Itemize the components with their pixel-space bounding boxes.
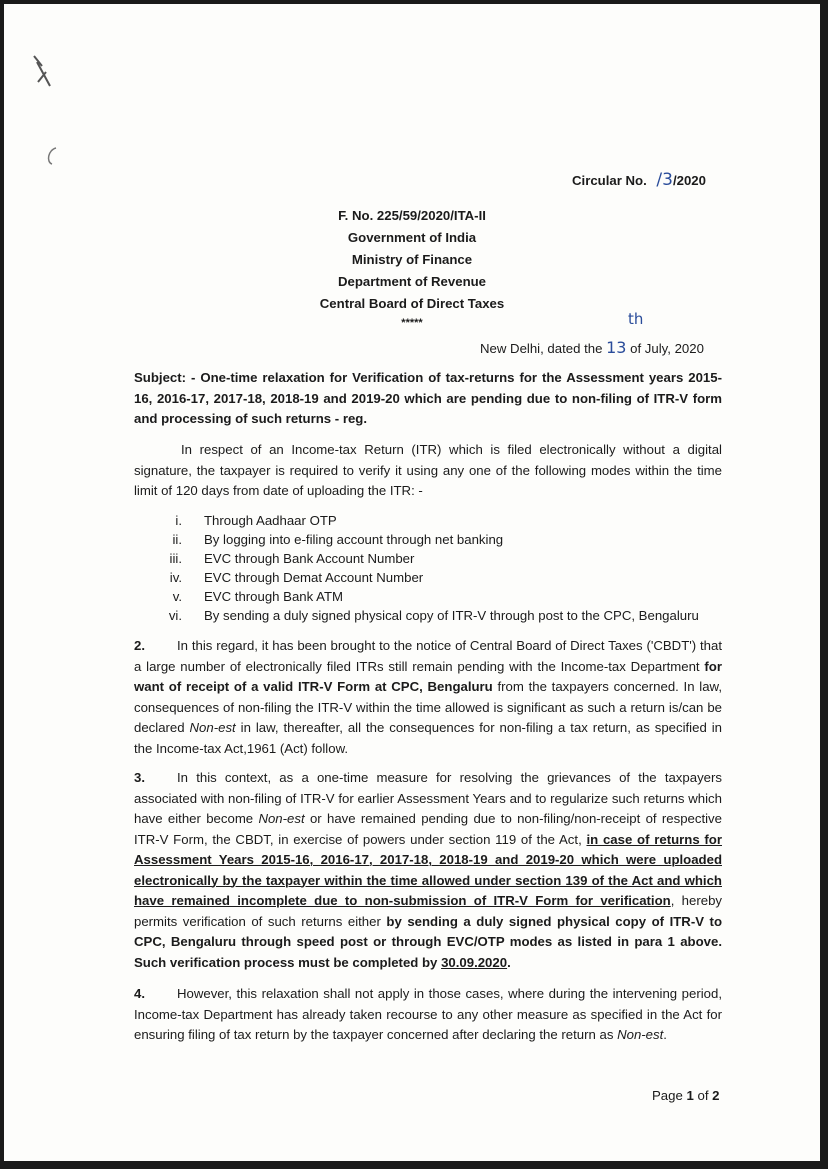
page-number: Page 1 of 2 [652,1088,720,1103]
subject: Subject: - One-time relaxation for Verification of tax-returns for the Assessment years 2015-16, 2016-17, 2017-18, 2018-19 and 2019-20 which are pending due to non-filing of ITR-V form and processing of such returns - reg. [134,370,722,426]
intro-paragraph: In respect of an Income-tax Return (ITR) which is filed electronically without a digital signature, the taxpayer is required to verify it using any one of the following modes within the time limit of 120 days from date of uploading the ITR: - [134,442,722,498]
scan-mark-icon [28,52,68,172]
paragraph-3: 3. In this context, as a one-time measure for resolving the grievances of the taxpayers associated with non-filing of ITR-V for earlier Assessment Years and to regularize such returns which have either become Non-est or have remained pending due to non-filing/non-receipt of respective ITR-V Form, the CBDT, in exercise of powers under section 119 of the Act, in case of returns for Assessment Years 2015-16, 2016-17, 2017-18, 2018-19 and 2019-20 which were uploaded electronically by the taxpayer within the time allowed under section 139 of the Act and which have remained incomplete due to non-submission of ITR-V Form for verification, hereby permits verification of such returns either by sending a duly signed physical copy of ITR-V to CPC, Bengaluru through speed post or through EVC/OTP modes as listed in para 1 above. Such verification process must be completed by 30.09.2020. [134,770,722,970]
document-page: Circular No. /3/2020 F. No. 225/59/2020/ITA-II Government of India Ministry of Finance Department of Revenue Central Board of Direct Taxes ***** th New Delhi, dated the 13 of July, 2020 Subject: - One-time relaxation for Verification of tax-returns for the Assessment years 2015-16, 2016-17, 2017-18, 2018-19 and 2019-20 which are pending due to non-filing of ITR-V form and processing of such returns - reg. In respect of an Income-tax Return (ITR) which is filed electronically without a digital signature, the taxpayer is required to verify it using any one of the following modes within the time limit of 120 days from date of uploading the ITR: - i. Through Aadhaar OTP ii. By logging into e-filing account through net banking iii. EVC through Bank Account Number iv. EVC through Demat Account Number v. EVC through Bank ATM vi. By sending a duly signed physical copy of ITR-V through post to the CPC, Bengaluru 2. In this regard, it has been brought to the notice of Central Board of Direct Taxes ('CBDT') that a large number of electronically filed ITRs still remain pending with the Income-tax Department for want of receipt of a valid ITR-V Form at CPC, Bengaluru from the taxpayers concerned. In law, consequences of non-filing the ITR-V within the time allowed is significant as such a return is/can be declared Non-est in law, thereafter, all the consequences for non-filing a tax return, as specified in the Income-tax Act,1961 (Act) follow. 3. In this context, as a one-time measure for resolving the grievances of the taxpayers associated with non-filing of ITR-V for earlier Assessment Years and to regularize such returns which have either become Non-est or have remained pending due to non-filing/non-receipt of respective ITR-V Form, the CBDT, in exercise of powers under section 119 of the Act, in case of returns for Assessment Years 2015-16, 2016-17, 2017-18, 2018-19 and 2019-20 which were uploaded electronically by the taxpayer within the time allowed under section 139 of the Act and which have remained incomplete due to non-submission of ITR-V Form for verification, hereby permits verification of such returns either by sending a duly signed physical copy of ITR-V to CPC, Bengaluru through speed post or through EVC/OTP modes as listed in para 1 above. Such verification process must be completed by 30.09.2020. 4. However, this relaxation shall not apply in those cases, where during the intervening period, Income-tax Department has already taken recourse to any other measure as specified in the Act for ensuring filing of tax return by the taxpayer concerned after declaring the return as Non-est. Page 1 of 2 [4,4,820,1161]
handwritten-superscript: th [628,310,644,328]
board-label: Central Board of Direct Taxes [319,296,505,311]
paragraph-4: 4. However, this relaxation shall not apply in those cases, where during the intervening period, Income-tax Department has already taken recourse to any other measure as specified in the Act for ensuring filing of tax return by the taxpayer concerned after declaring the return as Non-est. [134,986,722,1042]
date-line: New Delhi, dated the 13 of July, 2020 [480,338,704,357]
government-label: Government of India [347,230,477,245]
circular-number: Circular No. /3/2020 [572,170,706,190]
file-number: F. No. 225/59/2020/ITA-II [338,208,486,223]
paragraph-2: 2. In this regard, it has been brought to the notice of Central Board of Direct Taxes ('CBDT') that a large number of electronically filed ITRs still remain pending with the Income-tax Department for want of receipt of a valid ITR-V Form at CPC, Bengaluru from the taxpayers concerned. In law, consequences of non-filing the ITR-V within the time allowed is significant as such a return is/can be declared Non-est in law, thereafter, all the consequences for non-filing a tax return, as specified in the Income-tax Act,1961 (Act) follow. [134,638,723,756]
ministry-label: Ministry of Finance [351,252,473,267]
separator-stars: ***** [401,317,423,329]
department-label: Department of Revenue [337,274,487,289]
